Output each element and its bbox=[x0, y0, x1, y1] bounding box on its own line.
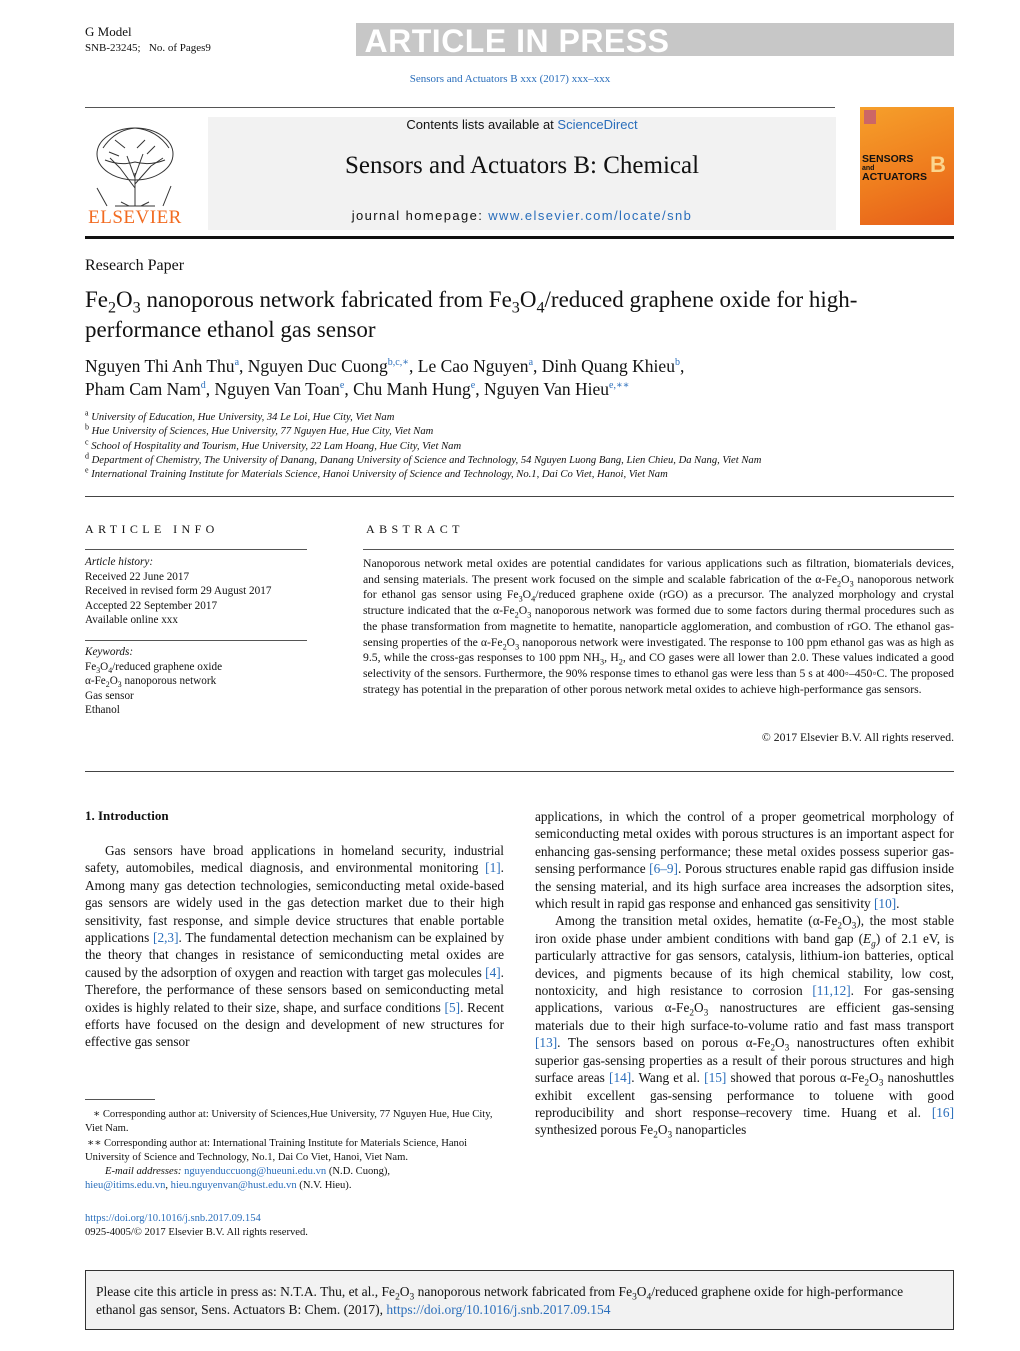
doi-block bbox=[85, 1212, 308, 1241]
abstract-text: Nanoporous network metal oxides are potential candidates for various applications such as filtration, biomaterials devices, and sensing materials. The present work focused on the simple and scalable fabrication of the $\alpha-Fe_2O_3$ nanoporous network for ethanol gas sensor using $Fe_3O_4$/reduced graphene oxide (rGO) as a precursor. The analyzed morphology and crystal structure indicated that the $\alpha-Fe_2O_3$ nanoporous network was formed due to some factors during thermal procedures such as the phase transformation from magnetite to hematite, nanoparticle agglomeration, and combustion of rGO. The ethanol gas-sensing properties of the $\alpha-Fe_2O_3$ nanoporous network were investigated. The response to 100 ppm ethanol gas was as high as 9.5, while the cross-gas responses to 100 ppm $NH_3$, $H_2$, and CO gases were all lower than 2.0. These values indicated a good selectivity of the sensors. Furthermore, the 90% response times to ethanol gas were less than 5 s at 400◦–450◦C. The proposed strategy has potential in the preparation of other porous network metal oxides to achieve high-performance gas sensors. bbox=[363, 557, 955, 696]
keyword: Ethanol bbox=[85, 704, 120, 716]
citation-link[interactable]: [4] bbox=[485, 964, 501, 980]
cover-elsevier-mark bbox=[864, 110, 876, 124]
cite-doi-link[interactable]: https://doi.org/10.1016/j.snb.2017.09.154 bbox=[386, 1301, 611, 1317]
footnote-corresponding-1: ∗ Corresponding author at: University of Sciences,Hue University, 77 Nguyen Hue, Hue City, Viet Nam. bbox=[85, 1109, 493, 1135]
citation-link[interactable]: [15] bbox=[704, 1070, 727, 1086]
footnote-rule bbox=[85, 1099, 155, 1100]
homepage-link[interactable]: www.elsevier.com/locate/snb bbox=[488, 208, 693, 223]
article-type: Research Paper bbox=[85, 257, 185, 274]
elsevier-wordmark: ELSEVIER bbox=[88, 207, 182, 228]
header-top-rule bbox=[85, 107, 835, 108]
citation-link[interactable]: [16] bbox=[931, 1104, 954, 1120]
footnote-corresponding-2: ∗∗ Corresponding author at: International Training Institute for Materials Science, Hanoi University of Science and Technology, No.1, Dai Co Viet, Hanoi, Viet Nam. bbox=[85, 1137, 468, 1163]
affiliation: $^b$ Hue University of Sciences, Hue University, 77 Nguyen Hue, Hue City, Viet Nam bbox=[85, 422, 434, 438]
email-link[interactable]: nguyenduccuong@hueuni.edu.vn bbox=[184, 1166, 327, 1178]
history-label: Article history: bbox=[85, 556, 154, 568]
affiliations bbox=[85, 408, 955, 482]
paragraph: Gas sensors have broad applications in homeland security, industrial safety, automobiles, medical diagnosis, and environmental monitoring [1]. Among many gas detection technologies, semiconducting metal oxide-based gas sensors are widely used in the gas detection market due to their high sensitivity, fast response, and simple device structures that enable portable applications [2,3]. The fundamental detection mechanism can be explained by the theory that changes in resistance of semiconducting metal oxides are caused by the adsorption of oxygen and reaction with target gas molecules [4]. Therefore, the performance of these sensors based on semiconducting metal oxides is highly related to their size, shape, and surface conditions [5]. Recent efforts have focused on the design and development of new structures for effective gas sensor bbox=[85, 843, 505, 1050]
keyword: $\alpha-Fe_2O_3$ nanoporous network bbox=[85, 675, 217, 690]
header-bottom-rule bbox=[85, 236, 954, 239]
keyword: $Fe_3O_4$/reduced graphene oxide bbox=[85, 660, 223, 675]
abstract-heading: ABSTRACT bbox=[366, 522, 464, 536]
footnote-emails-2: hieu@itims.edu.vn, hieu.nguyenvan@hust.edu.vn (N.V. Hieu). bbox=[85, 1180, 352, 1192]
citation-link[interactable]: [2,3] bbox=[153, 930, 179, 946]
cover-title bbox=[862, 154, 927, 183]
received-date: Received 22 June 2017 bbox=[85, 570, 190, 583]
keyword: Gas sensor bbox=[85, 689, 134, 702]
sciencedirect-link[interactable]: ScienceDirect bbox=[557, 117, 638, 132]
affiliation: $^a$ University of Education, Hue University, 34 Le Loi, Hue City, Viet Nam bbox=[85, 408, 395, 423]
citation-link[interactable]: [6–9] bbox=[649, 861, 678, 877]
g-model-label bbox=[85, 24, 211, 56]
author[interactable]: Chu Manh Hung$^e$ bbox=[353, 379, 476, 399]
author[interactable]: Nguyen Van Hieu$^{e,∗∗}$ bbox=[483, 379, 630, 399]
paragraph: applications, in which the control of a proper geometrical morphology of semiconducting metal oxides with porous structures is an important aspect for enhancing gas-sensing performance; these metal oxides possess superior gas-sensing performance [6–9]. Porous structures enable rapid gas diffusion inside the sensing material, and its high surface area increases the adsorption sites, which result in rapid gas response and enhanced gas sensitivity [10]. bbox=[535, 809, 954, 912]
keywords-label: Keywords: bbox=[85, 646, 134, 658]
email-link[interactable]: hieu.nguyenvan@hust.edu.vn bbox=[170, 1180, 297, 1192]
divider bbox=[363, 549, 954, 550]
email-link[interactable]: hieu@itims.edu.vn bbox=[85, 1180, 166, 1192]
revised-date: Received in revised form 29 August 2017 bbox=[85, 585, 272, 597]
author[interactable]: Dinh Quang Khieu$^b$ bbox=[541, 356, 680, 376]
issn-line: 0925-4005/© 2017 Elsevier B.V. All rights reserved. bbox=[85, 1227, 308, 1239]
doi-link[interactable]: https://doi.org/10.1016/j.snb.2017.09.154 bbox=[85, 1213, 261, 1224]
citation-link[interactable]: [10] bbox=[874, 896, 897, 912]
accepted-date: Accepted 22 September 2017 bbox=[85, 599, 218, 612]
journal-homepage-line bbox=[208, 208, 836, 223]
citation-link[interactable]: [13] bbox=[535, 1035, 558, 1051]
g-model: G Model bbox=[85, 24, 132, 39]
author[interactable]: Nguyen Thi Anh Thu$^a$ bbox=[85, 356, 240, 376]
keywords bbox=[85, 645, 307, 718]
online-date: Available online xxx bbox=[85, 614, 178, 626]
article-title: $Fe_2O_3$ nanoporous network fabricated from $Fe_3O_4$/reduced graphene oxide for high-performance ethanol gas sensor bbox=[85, 287, 858, 342]
journal-citation-link[interactable]: Sensors and Actuators B xxx (2017) xxx–xxx bbox=[409, 73, 611, 85]
citation-link[interactable]: [14] bbox=[609, 1070, 632, 1086]
body-column-left bbox=[85, 842, 504, 1051]
paragraph: Among the transition metal oxides, hematite $(\alpha-Fe_2O_3)$, the most stable iron oxide phase under ambient conditions with band gap $(E_g)$ of 2.1 eV, is particularly attractive for gas sensors, catalysis, lithium-ion batteries, optical devices, and pigments because of its high chemical stability, low cost, nontoxicity, and high resistance to corrosion [11,12]. For gas-sensing applications, various $\alpha-Fe_2O_3$ nanostructures are efficient gas-sensing materials due to their high surface-to-volume ratio and fast mass transport [13]. The sensors based on porous $\alpha-Fe_2O_3$ nanostructures often exhibit superior gas-sensing properties as a result of their porous structures and high surface areas [14]. Wang et al. [15] showed that porous $\alpha-Fe_2O_3$ nanoshuttles exhibit excellent gas-sensing performance to toluene with good reproducibility and short response–recovery time. Huang et al. [16] synthesized porous $Fe_2O_3$ nanoparticles bbox=[535, 913, 955, 1141]
divider bbox=[85, 496, 954, 497]
contents-prefix: Contents lists available at bbox=[406, 117, 558, 132]
author-list: Nguyen Thi Anh Thu$^a$, Nguyen Duc Cuong$^{b,c,∗}$, Le Cao Nguyen$^a$, Dinh Quang Khieu$^b$, Pham Cam Nam$^d$, Nguyen Van Toan$^e$, Chu Manh Hung$^e$, Nguyen Van Hieu$^{e,∗∗}$ bbox=[85, 356, 685, 399]
cover-and: and bbox=[862, 165, 875, 172]
article-info-heading: ARTICLE INFO bbox=[85, 522, 219, 536]
ref-code: SNB-23245; bbox=[85, 42, 141, 54]
contents-lists-line bbox=[208, 117, 836, 132]
citation-link[interactable]: [11,12] bbox=[812, 983, 851, 999]
affiliation: $^c$ School of Hospitality and Tourism, Hue University, 22 Lam Hoang, Hue City, Viet Nam bbox=[85, 437, 462, 452]
homepage-prefix: journal homepage: bbox=[351, 208, 489, 223]
author[interactable]: Le Cao Nguyen$^a$ bbox=[417, 356, 534, 376]
cite-this-article-text: Please cite this article in press as: N.T.A. Thu, et al., $Fe_2O_3$ nanoporous network fabricated from $Fe_3O_4$/reduced graphene oxide for high-performance ethanol gas sensor, Sens. Actuators B: Chem. (2017), https://doi.org/10.1016/j.snb.2017.09.154 bbox=[96, 1284, 904, 1317]
article-history bbox=[85, 555, 307, 628]
divider bbox=[85, 771, 954, 772]
author[interactable]: Pham Cam Nam$^d$ bbox=[85, 379, 206, 399]
page-count: No. of Pages9 bbox=[148, 42, 211, 54]
divider bbox=[85, 640, 307, 641]
cover-title-1: SENSORS bbox=[862, 153, 914, 165]
author[interactable]: Nguyen Duc Cuong$^{b,c,∗}$ bbox=[247, 356, 409, 376]
footnote-emails: E-mail addresses: nguyenduccuong@hueuni.edu.vn (N.D. Cuong), bbox=[105, 1166, 391, 1178]
divider bbox=[85, 549, 307, 550]
cover-letter: B bbox=[930, 152, 946, 177]
affiliation: $^e$ International Training Institute for Materials Science, Hanoi University of Science and Technology, No.1, Dai Co Viet, Hanoi, Viet Nam bbox=[85, 465, 668, 481]
affiliation: $^d$ Department of Chemistry, The University of Danang, Danang University of Science and Technology, 54 Nguyen Luong Bang, Lien Chieu, Da Nang, Viet Nam bbox=[85, 451, 762, 466]
citation-link[interactable]: [5] bbox=[444, 999, 461, 1015]
author[interactable]: Nguyen Van Toan$^e$ bbox=[214, 379, 345, 399]
cover-title-2: ACTUATORS bbox=[862, 171, 927, 183]
journal-title: Sensors and Actuators B: Chemical bbox=[344, 152, 700, 179]
citation-link[interactable]: [1] bbox=[485, 860, 501, 876]
footnotes bbox=[85, 1108, 504, 1194]
abstract-copyright: © 2017 Elsevier B.V. All rights reserved. bbox=[761, 731, 954, 744]
section-heading-introduction: 1. Introduction bbox=[85, 808, 169, 823]
article-in-press-banner: ARTICLE IN PRESS bbox=[364, 23, 670, 59]
body-column-right bbox=[535, 808, 954, 1139]
